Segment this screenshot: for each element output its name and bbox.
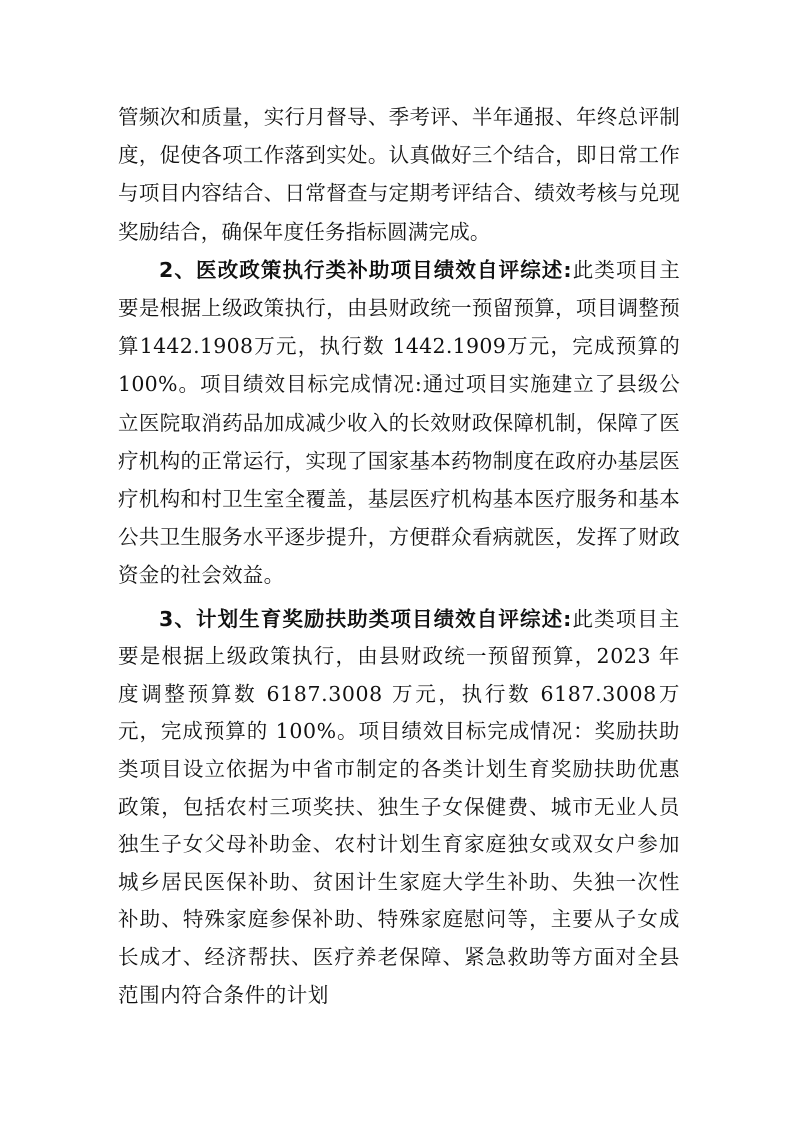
paragraph-section-3 <box>118 601 680 1015</box>
section-3-heading: 3、计划生育奖励扶助类项目绩效自评综述: <box>159 606 572 631</box>
paragraph-1-text: 管频次和质量，实行月督导、季考评、半年通报、年终总评制度，促使各项工作落到实处。认真做好三个结合，即日常工作与项目内容结合、日常督查与定期考评结合、绩效考核与兑现奖励结合，确保年度任务指标圆满完成。 <box>118 105 680 244</box>
section-3-body: 此类项目主要是根据上级政策执行，由县财政统一预留预算，2023 年度调整预算数 6187.3008 万元，执行数 6187.3008万元，完成预算的 100%。项目绩效目标完成情况：奖励扶助类项目设立依据为中省市制定的各类计划生育奖励扶助优惠政策，包括农村三项奖扶、独生子女保健费、城市无业人员独生子女父母补助金、农村计划生育家庭独女或双女户参加城乡居民医保补助、贫困计生家庭大学生补助、失独一次性补助、特殊家庭参保补助、特殊家庭慰问等，主要从子女成长成才、经济帮扶、医疗养老保障、紧急救助等方面对全县范围内符合条件的计划 <box>118 606 681 1007</box>
paragraph-section-2 <box>118 251 680 595</box>
document-page <box>118 98 680 1014</box>
section-2-body: 此类项目主要是根据上级政策执行，由县财政统一预留预算，项目调整预算1442.1908万元，执行数 1442.1909万元，完成预算的 100%。项目绩效目标完成情况:通过项目实施建立了县级公立医院取消药品加成减少收入的长效财政保障机制，保障了医疗机构的正常运行，实现了国家基本药物制度在政府办基层医疗机构和村卫生室全覆盖，基层医疗机构基本医疗服务和基本公共卫生服务水平逐步提升，方便群众看病就医，发挥了财政资金的社会效益。 <box>118 257 681 588</box>
paragraph-1 <box>118 98 680 251</box>
section-2-heading: 2、医改政策执行类补助项目绩效自评综述: <box>159 257 572 282</box>
